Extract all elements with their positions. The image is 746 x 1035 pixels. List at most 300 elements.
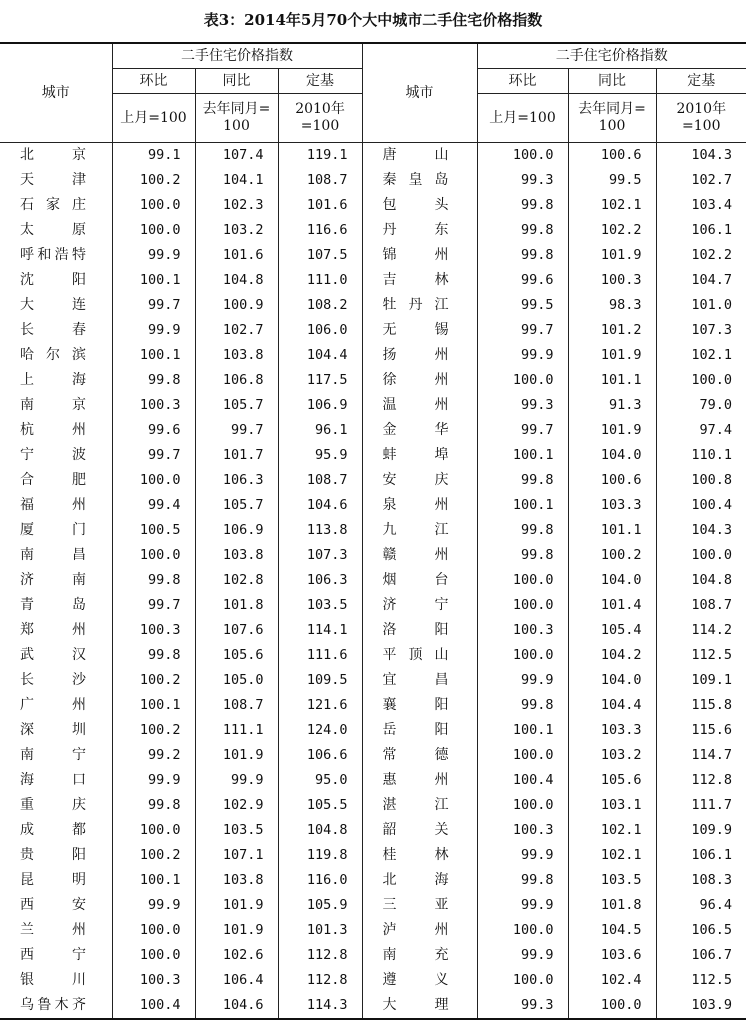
city-cell bbox=[362, 868, 477, 893]
yoy-value: 104.6 bbox=[195, 993, 278, 1019]
base-value: 115.6 bbox=[656, 718, 746, 743]
city-cell bbox=[0, 143, 112, 169]
city-name: 宁 波 bbox=[20, 447, 86, 463]
yoy-value: 101.8 bbox=[195, 593, 278, 618]
city-name: 安 庆 bbox=[382, 472, 449, 488]
city-name: 天 津 bbox=[20, 172, 86, 188]
city-name: 杭 州 bbox=[20, 422, 86, 438]
yoy-value: 100.0 bbox=[568, 993, 656, 1019]
city-name: 湛 江 bbox=[382, 797, 449, 813]
mom-value: 100.3 bbox=[477, 818, 568, 843]
city-name: 南 京 bbox=[20, 397, 86, 413]
city-cell bbox=[362, 193, 477, 218]
table-row bbox=[0, 568, 746, 593]
mom-value: 99.1 bbox=[112, 143, 195, 169]
base-value: 101.3 bbox=[278, 918, 362, 943]
table-row bbox=[0, 943, 746, 968]
mom-value: 99.8 bbox=[477, 868, 568, 893]
yoy-value: 104.0 bbox=[568, 568, 656, 593]
city-cell bbox=[0, 443, 112, 468]
city-name: 牡 丹 江 bbox=[382, 297, 449, 313]
city-cell bbox=[0, 418, 112, 443]
mom-value: 100.0 bbox=[477, 918, 568, 943]
base-value: 100.0 bbox=[656, 368, 746, 393]
city-name: 乌 鲁 木 齐 bbox=[20, 997, 86, 1013]
city-cell bbox=[362, 318, 477, 343]
yoy-value: 106.8 bbox=[195, 368, 278, 393]
yoy-value: 101.9 bbox=[568, 418, 656, 443]
base-value: 106.1 bbox=[656, 843, 746, 868]
base-value: 114.2 bbox=[656, 618, 746, 643]
yoy-value: 101.9 bbox=[195, 743, 278, 768]
city-name: 大 连 bbox=[20, 297, 86, 313]
base-value: 106.3 bbox=[278, 568, 362, 593]
yoy-value: 104.4 bbox=[568, 693, 656, 718]
city-cell bbox=[362, 693, 477, 718]
mom-value: 100.4 bbox=[477, 768, 568, 793]
mom-value: 99.6 bbox=[112, 418, 195, 443]
yoy-value: 101.7 bbox=[195, 443, 278, 468]
city-cell bbox=[0, 343, 112, 368]
yoy-value: 102.1 bbox=[568, 843, 656, 868]
base-value: 106.0 bbox=[278, 318, 362, 343]
table-row bbox=[0, 693, 746, 718]
city-cell bbox=[0, 668, 112, 693]
city-cell bbox=[0, 493, 112, 518]
mom-value: 99.9 bbox=[477, 668, 568, 693]
yoy-value: 103.8 bbox=[195, 868, 278, 893]
mom-value: 99.9 bbox=[112, 243, 195, 268]
city-name: 常 德 bbox=[382, 747, 449, 763]
city-cell bbox=[0, 793, 112, 818]
table-row bbox=[0, 593, 746, 618]
yoy-value: 104.0 bbox=[568, 443, 656, 468]
yoy-value: 99.7 bbox=[195, 418, 278, 443]
mom-value: 100.3 bbox=[112, 618, 195, 643]
mom-value: 99.3 bbox=[477, 393, 568, 418]
city-name: 南 宁 bbox=[20, 747, 86, 763]
mom-value: 99.9 bbox=[112, 893, 195, 918]
base-value: 116.6 bbox=[278, 218, 362, 243]
city-cell bbox=[0, 543, 112, 568]
yoy-value: 102.6 bbox=[195, 943, 278, 968]
city-cell bbox=[362, 493, 477, 518]
mom-value: 99.8 bbox=[477, 543, 568, 568]
mom-value: 99.8 bbox=[112, 793, 195, 818]
city-cell bbox=[362, 818, 477, 843]
city-name: 大 理 bbox=[382, 997, 449, 1013]
city-name: 遵 义 bbox=[382, 972, 449, 988]
city-header-right: 城市 bbox=[362, 43, 477, 143]
city-cell bbox=[362, 568, 477, 593]
base-value: 111.7 bbox=[656, 793, 746, 818]
mom-value: 100.0 bbox=[112, 943, 195, 968]
base-sub-right: 2010年 =100 bbox=[656, 94, 746, 143]
yoy-value: 106.3 bbox=[195, 468, 278, 493]
city-cell bbox=[362, 743, 477, 768]
table-row bbox=[0, 243, 746, 268]
city-cell bbox=[362, 268, 477, 293]
base-value: 104.6 bbox=[278, 493, 362, 518]
city-cell bbox=[362, 168, 477, 193]
city-name: 上 海 bbox=[20, 372, 86, 388]
city-name: 济 宁 bbox=[382, 597, 449, 613]
city-cell bbox=[0, 768, 112, 793]
base-value: 104.3 bbox=[656, 143, 746, 169]
base-value: 106.5 bbox=[656, 918, 746, 943]
city-cell bbox=[362, 668, 477, 693]
mom-value: 99.7 bbox=[112, 593, 195, 618]
base-value: 104.3 bbox=[656, 518, 746, 543]
table-row bbox=[0, 318, 746, 343]
yoy-value: 101.9 bbox=[568, 343, 656, 368]
base-value: 103.5 bbox=[278, 593, 362, 618]
city-name: 哈 尔 滨 bbox=[20, 347, 86, 363]
base-value: 113.8 bbox=[278, 518, 362, 543]
city-name: 九 江 bbox=[382, 522, 449, 538]
base-value: 97.4 bbox=[656, 418, 746, 443]
yoy-value: 102.1 bbox=[568, 818, 656, 843]
city-name: 三 亚 bbox=[382, 897, 449, 913]
table-row bbox=[0, 468, 746, 493]
base-value: 121.6 bbox=[278, 693, 362, 718]
city-name: 济 南 bbox=[20, 572, 86, 588]
base-value: 108.7 bbox=[656, 593, 746, 618]
yoy-value: 103.8 bbox=[195, 343, 278, 368]
base-value: 108.7 bbox=[278, 168, 362, 193]
mom-value: 99.2 bbox=[112, 743, 195, 768]
base-value: 109.9 bbox=[656, 818, 746, 843]
base-header-left: 定基 bbox=[278, 69, 362, 94]
yoy-value: 103.2 bbox=[568, 743, 656, 768]
city-name: 呼 和 浩 特 bbox=[20, 247, 86, 263]
base-value: 101.6 bbox=[278, 193, 362, 218]
yoy-value: 107.6 bbox=[195, 618, 278, 643]
mom-value: 100.0 bbox=[112, 218, 195, 243]
yoy-value: 101.8 bbox=[568, 893, 656, 918]
city-name: 西 安 bbox=[20, 897, 86, 913]
group-header-right: 二手住宅价格指数 bbox=[477, 43, 746, 69]
city-cell bbox=[0, 818, 112, 843]
city-cell bbox=[0, 643, 112, 668]
mom-value: 99.8 bbox=[477, 518, 568, 543]
city-cell bbox=[362, 343, 477, 368]
table-row bbox=[0, 918, 746, 943]
city-name: 岳 阳 bbox=[382, 722, 449, 738]
base-value: 106.6 bbox=[278, 743, 362, 768]
mom-value: 99.4 bbox=[112, 493, 195, 518]
city-name: 重 庆 bbox=[20, 797, 86, 813]
yoy-value: 101.9 bbox=[568, 243, 656, 268]
city-cell bbox=[0, 168, 112, 193]
yoy-value: 91.3 bbox=[568, 393, 656, 418]
yoy-value: 100.9 bbox=[195, 293, 278, 318]
mom-value: 100.1 bbox=[112, 693, 195, 718]
base-value: 112.5 bbox=[656, 643, 746, 668]
base-value: 102.2 bbox=[656, 243, 746, 268]
table-row bbox=[0, 543, 746, 568]
table-row bbox=[0, 793, 746, 818]
city-name: 秦 皇 岛 bbox=[382, 172, 449, 188]
yoy-value: 105.0 bbox=[195, 668, 278, 693]
city-cell bbox=[0, 718, 112, 743]
city-cell bbox=[362, 368, 477, 393]
table-row bbox=[0, 293, 746, 318]
mom-header-left: 环比 bbox=[112, 69, 195, 94]
city-name: 合 肥 bbox=[20, 472, 86, 488]
yoy-value: 102.1 bbox=[568, 193, 656, 218]
mom-value: 99.9 bbox=[477, 943, 568, 968]
base-sub-left: 2010年 =100 bbox=[278, 94, 362, 143]
base-value: 102.7 bbox=[656, 168, 746, 193]
table-row bbox=[0, 268, 746, 293]
city-name: 泸 州 bbox=[382, 922, 449, 938]
yoy-value: 102.4 bbox=[568, 968, 656, 993]
city-cell bbox=[0, 843, 112, 868]
city-cell bbox=[362, 843, 477, 868]
yoy-sub-left: 去年同月= 100 bbox=[195, 94, 278, 143]
base-value: 109.1 bbox=[656, 668, 746, 693]
city-cell bbox=[0, 868, 112, 893]
yoy-value: 108.7 bbox=[195, 693, 278, 718]
base-value: 105.9 bbox=[278, 893, 362, 918]
mom-value: 100.1 bbox=[112, 268, 195, 293]
city-name: 唐 山 bbox=[382, 147, 449, 163]
city-name: 洛 阳 bbox=[382, 622, 449, 638]
base-value: 108.3 bbox=[656, 868, 746, 893]
yoy-value: 102.2 bbox=[568, 218, 656, 243]
mom-value: 100.0 bbox=[477, 968, 568, 993]
city-cell bbox=[0, 393, 112, 418]
city-name: 金 华 bbox=[382, 422, 449, 438]
city-name: 深 圳 bbox=[20, 722, 86, 738]
base-value: 100.4 bbox=[656, 493, 746, 518]
mom-value: 100.3 bbox=[112, 393, 195, 418]
mom-value: 99.8 bbox=[477, 243, 568, 268]
mom-value: 99.6 bbox=[477, 268, 568, 293]
city-name: 桂 林 bbox=[382, 847, 449, 863]
yoy-value: 102.8 bbox=[195, 568, 278, 593]
mom-value: 100.0 bbox=[477, 143, 568, 169]
city-name: 扬 州 bbox=[382, 347, 449, 363]
base-value: 100.0 bbox=[656, 543, 746, 568]
mom-value: 100.0 bbox=[112, 918, 195, 943]
base-value: 111.0 bbox=[278, 268, 362, 293]
mom-value: 100.0 bbox=[477, 568, 568, 593]
mom-value: 99.9 bbox=[112, 768, 195, 793]
city-name: 烟 台 bbox=[382, 572, 449, 588]
mom-value: 100.1 bbox=[112, 343, 195, 368]
table-row bbox=[0, 868, 746, 893]
city-name: 长 沙 bbox=[20, 672, 86, 688]
table-row bbox=[0, 368, 746, 393]
city-name: 南 充 bbox=[382, 947, 449, 963]
base-value: 116.0 bbox=[278, 868, 362, 893]
city-name: 南 昌 bbox=[20, 547, 86, 563]
city-name: 沈 阳 bbox=[20, 272, 86, 288]
table-row bbox=[0, 218, 746, 243]
city-cell bbox=[0, 593, 112, 618]
mom-value: 100.1 bbox=[112, 868, 195, 893]
base-value: 110.1 bbox=[656, 443, 746, 468]
city-name: 贵 阳 bbox=[20, 847, 86, 863]
city-name: 长 春 bbox=[20, 322, 86, 338]
yoy-value: 111.1 bbox=[195, 718, 278, 743]
mom-value: 99.5 bbox=[477, 293, 568, 318]
city-cell bbox=[0, 193, 112, 218]
city-name: 蚌 埠 bbox=[382, 447, 449, 463]
yoy-value: 103.6 bbox=[568, 943, 656, 968]
city-cell bbox=[0, 293, 112, 318]
city-cell bbox=[0, 918, 112, 943]
base-value: 107.3 bbox=[656, 318, 746, 343]
mom-sub-right: 上月=100 bbox=[477, 94, 568, 143]
base-value: 102.1 bbox=[656, 343, 746, 368]
table-row bbox=[0, 618, 746, 643]
mom-value: 100.0 bbox=[112, 543, 195, 568]
base-value: 109.5 bbox=[278, 668, 362, 693]
base-value: 104.8 bbox=[656, 568, 746, 593]
city-cell bbox=[0, 968, 112, 993]
yoy-value: 104.5 bbox=[568, 918, 656, 943]
mom-value: 100.3 bbox=[112, 968, 195, 993]
base-value: 106.1 bbox=[656, 218, 746, 243]
city-cell bbox=[0, 693, 112, 718]
yoy-value: 107.4 bbox=[195, 143, 278, 169]
city-name: 广 州 bbox=[20, 697, 86, 713]
yoy-value: 103.2 bbox=[195, 218, 278, 243]
city-cell bbox=[362, 443, 477, 468]
city-cell bbox=[362, 518, 477, 543]
yoy-value: 99.5 bbox=[568, 168, 656, 193]
city-name: 徐 州 bbox=[382, 372, 449, 388]
table-row bbox=[0, 993, 746, 1019]
city-cell bbox=[362, 468, 477, 493]
city-name: 温 州 bbox=[382, 397, 449, 413]
group-header-left: 二手住宅价格指数 bbox=[112, 43, 362, 69]
mom-value: 100.1 bbox=[477, 493, 568, 518]
base-value: 106.7 bbox=[656, 943, 746, 968]
mom-header-right: 环比 bbox=[477, 69, 568, 94]
city-name: 吉 林 bbox=[382, 272, 449, 288]
city-cell bbox=[0, 368, 112, 393]
yoy-value: 103.5 bbox=[568, 868, 656, 893]
mom-value: 99.9 bbox=[477, 843, 568, 868]
base-value: 107.3 bbox=[278, 543, 362, 568]
city-name: 丹 东 bbox=[382, 222, 449, 238]
city-name: 石 家 庄 bbox=[20, 197, 86, 213]
city-cell bbox=[362, 218, 477, 243]
city-name: 锦 州 bbox=[382, 247, 449, 263]
yoy-value: 106.4 bbox=[195, 968, 278, 993]
table-row bbox=[0, 818, 746, 843]
base-header-right: 定基 bbox=[656, 69, 746, 94]
mom-value: 100.0 bbox=[477, 643, 568, 668]
base-value: 112.5 bbox=[656, 968, 746, 993]
table-row bbox=[0, 343, 746, 368]
yoy-value: 104.0 bbox=[568, 668, 656, 693]
yoy-value: 100.3 bbox=[568, 268, 656, 293]
table-row bbox=[0, 768, 746, 793]
table-row bbox=[0, 443, 746, 468]
city-cell bbox=[362, 893, 477, 918]
mom-sub-left: 上月=100 bbox=[112, 94, 195, 143]
base-value: 101.0 bbox=[656, 293, 746, 318]
base-value: 111.6 bbox=[278, 643, 362, 668]
base-value: 104.7 bbox=[656, 268, 746, 293]
mom-value: 99.7 bbox=[477, 318, 568, 343]
mom-value: 100.2 bbox=[112, 668, 195, 693]
city-cell bbox=[362, 918, 477, 943]
yoy-value: 101.2 bbox=[568, 318, 656, 343]
yoy-value: 101.1 bbox=[568, 368, 656, 393]
yoy-value: 102.3 bbox=[195, 193, 278, 218]
mom-value: 99.9 bbox=[477, 893, 568, 918]
table-row bbox=[0, 843, 746, 868]
yoy-value: 103.1 bbox=[568, 793, 656, 818]
city-name: 海 口 bbox=[20, 772, 86, 788]
yoy-sub-right: 去年同月= 100 bbox=[568, 94, 656, 143]
city-cell bbox=[362, 968, 477, 993]
yoy-value: 105.6 bbox=[568, 768, 656, 793]
yoy-value: 100.2 bbox=[568, 543, 656, 568]
city-name: 北 京 bbox=[20, 147, 86, 163]
city-cell bbox=[362, 593, 477, 618]
city-name: 昆 明 bbox=[20, 872, 86, 888]
table-row bbox=[0, 968, 746, 993]
table-row bbox=[0, 893, 746, 918]
yoy-value: 100.6 bbox=[568, 468, 656, 493]
mom-value: 99.9 bbox=[477, 343, 568, 368]
city-cell bbox=[0, 993, 112, 1019]
table-row bbox=[0, 718, 746, 743]
yoy-value: 101.1 bbox=[568, 518, 656, 543]
mom-value: 100.2 bbox=[112, 843, 195, 868]
base-value: 104.4 bbox=[278, 343, 362, 368]
yoy-value: 101.9 bbox=[195, 918, 278, 943]
mom-value: 100.0 bbox=[112, 468, 195, 493]
yoy-header-right: 同比 bbox=[568, 69, 656, 94]
table-header bbox=[0, 43, 746, 143]
mom-value: 99.8 bbox=[477, 193, 568, 218]
base-value: 103.9 bbox=[656, 993, 746, 1019]
city-name: 郑 州 bbox=[20, 622, 86, 638]
table-row bbox=[0, 168, 746, 193]
mom-value: 99.7 bbox=[112, 293, 195, 318]
mom-value: 100.0 bbox=[112, 193, 195, 218]
yoy-value: 104.2 bbox=[568, 643, 656, 668]
city-cell bbox=[0, 518, 112, 543]
city-cell bbox=[362, 768, 477, 793]
city-name: 韶 关 bbox=[382, 822, 449, 838]
table-row bbox=[0, 518, 746, 543]
city-cell bbox=[0, 268, 112, 293]
city-cell bbox=[0, 618, 112, 643]
base-value: 108.2 bbox=[278, 293, 362, 318]
base-value: 112.8 bbox=[656, 768, 746, 793]
mom-value: 99.7 bbox=[477, 418, 568, 443]
mom-value: 100.0 bbox=[112, 818, 195, 843]
base-value: 105.5 bbox=[278, 793, 362, 818]
table-row bbox=[0, 193, 746, 218]
mom-value: 100.2 bbox=[112, 718, 195, 743]
mom-value: 100.4 bbox=[112, 993, 195, 1019]
yoy-value: 107.1 bbox=[195, 843, 278, 868]
base-value: 106.9 bbox=[278, 393, 362, 418]
base-value: 119.1 bbox=[278, 143, 362, 169]
price-index-table bbox=[0, 42, 746, 1020]
city-name: 太 原 bbox=[20, 222, 86, 238]
